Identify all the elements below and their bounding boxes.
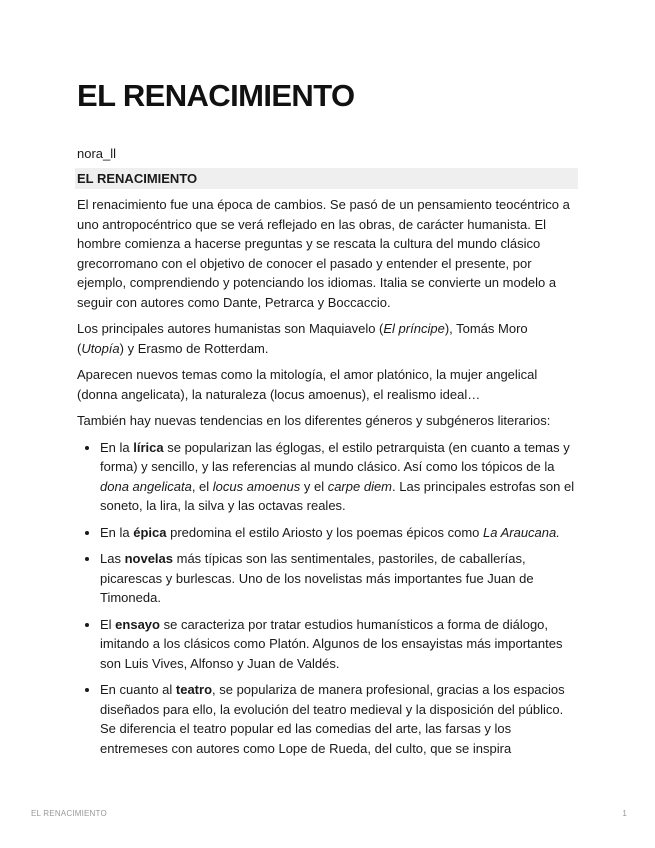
text-span: predomina el estilo Ariosto y los poemas épicos como bbox=[166, 524, 483, 540]
text-span: ), Tomás Moro ( bbox=[77, 321, 528, 356]
text-span: El bbox=[100, 616, 116, 632]
genre-list bbox=[77, 438, 578, 759]
list-item-teatro bbox=[100, 680, 578, 758]
page-footer bbox=[31, 809, 627, 818]
genre-term: ensayo bbox=[115, 616, 160, 632]
text-span: ) y Erasmo de Rotterdam. bbox=[119, 340, 269, 356]
author-name: nora_ll bbox=[77, 146, 117, 161]
genre-term: épica bbox=[133, 524, 167, 540]
text-span: En la bbox=[100, 524, 134, 540]
topic-term: locus amoenus bbox=[212, 478, 301, 494]
text-span: y el bbox=[300, 478, 328, 494]
topic-term: dona angelicata bbox=[100, 478, 192, 494]
text-span: más típicas son las sentimentales, pastoriles, de caballerías, picarescas y burlescas. Uno de los novelistas más importantes fue Juan de Timoneda. bbox=[100, 551, 534, 605]
text-span: En cuanto al bbox=[100, 682, 176, 697]
paragraph-authors bbox=[77, 319, 578, 358]
page-number: 1 bbox=[622, 809, 627, 818]
text-span: se caracteriza por tratar estudios humanísticos a forma de diálogo, imitando a los clásicos como Platón. Algunos de los ensayistas más importantes son Luis Vives, Alfonso y Juan de Valdés. bbox=[100, 616, 563, 671]
book-title: Utopía bbox=[81, 340, 120, 356]
text-span: . Las principales estrofas son el soneto, la lira, la silva y las octavas reales. bbox=[100, 478, 575, 513]
paragraph-tendencies: También hay nuevas tendencias en los diferentes géneros y subgéneros literarios: bbox=[77, 413, 551, 428]
book-title: El príncipe bbox=[383, 321, 445, 336]
text-span: Las bbox=[100, 551, 125, 566]
text-span: se popularizan las églogas, el estilo petrarquista (en cuanto a temas y forma) y sencillo, y las referencias al mundo clásico. Así como los tópicos de la bbox=[100, 439, 570, 474]
section-heading: EL RENACIMIENTO bbox=[75, 168, 578, 189]
genre-term: teatro bbox=[175, 682, 213, 697]
document-body bbox=[77, 144, 578, 765]
topic-term: carpe diem bbox=[327, 478, 393, 494]
text-span: , el bbox=[191, 478, 213, 494]
genre-term: lírica bbox=[133, 439, 164, 455]
list-item-lirica bbox=[100, 438, 578, 516]
paragraph-themes: Aparecen nuevos temas como la mitología, el amor platónico, la mujer angelical (donna angelicata), la naturaleza (locus amoenus), el realismo ideal… bbox=[77, 367, 538, 402]
text-span: Los principales autores humanistas son Maquiavelo ( bbox=[77, 321, 384, 336]
page-title: EL RENACIMIENTO bbox=[77, 78, 355, 113]
book-title: La Araucana. bbox=[483, 524, 560, 540]
paragraph-intro: El renacimiento fue una época de cambios. Se pasó de un pensamiento teocéntrico a uno antropocéntrico que se verá reflejado en las obras, de carácter humanista. El hombre comienza a hacerse preguntas y se rescata la cultura del mundo clásico grecorromano con el objetivo de conocer el pasado y entender el presente, por ejemplo, comprendiendo y potenciando los idiomas. Italia se convierte un modelo a seguir con autores como Dante, Petrarca y Boccaccio. bbox=[77, 197, 570, 310]
list-item-ensayo bbox=[100, 615, 578, 674]
list-item-novelas bbox=[100, 549, 578, 608]
text-span: En la bbox=[100, 439, 134, 455]
text-span: , se populariza de manera profesional, gracias a los espacios diseñados para ello, la evolución del teatro medieval y la disposición del público. Se diferencia el teatro popular ed las comedias del arte, las farsas y los entremeses con autores como Lope de Rueda, del culto, que se inspira bbox=[100, 682, 565, 756]
genre-term: novelas bbox=[124, 551, 173, 566]
list-item-epica bbox=[100, 523, 578, 543]
footer-label: EL RENACIMIENTO bbox=[31, 809, 107, 818]
